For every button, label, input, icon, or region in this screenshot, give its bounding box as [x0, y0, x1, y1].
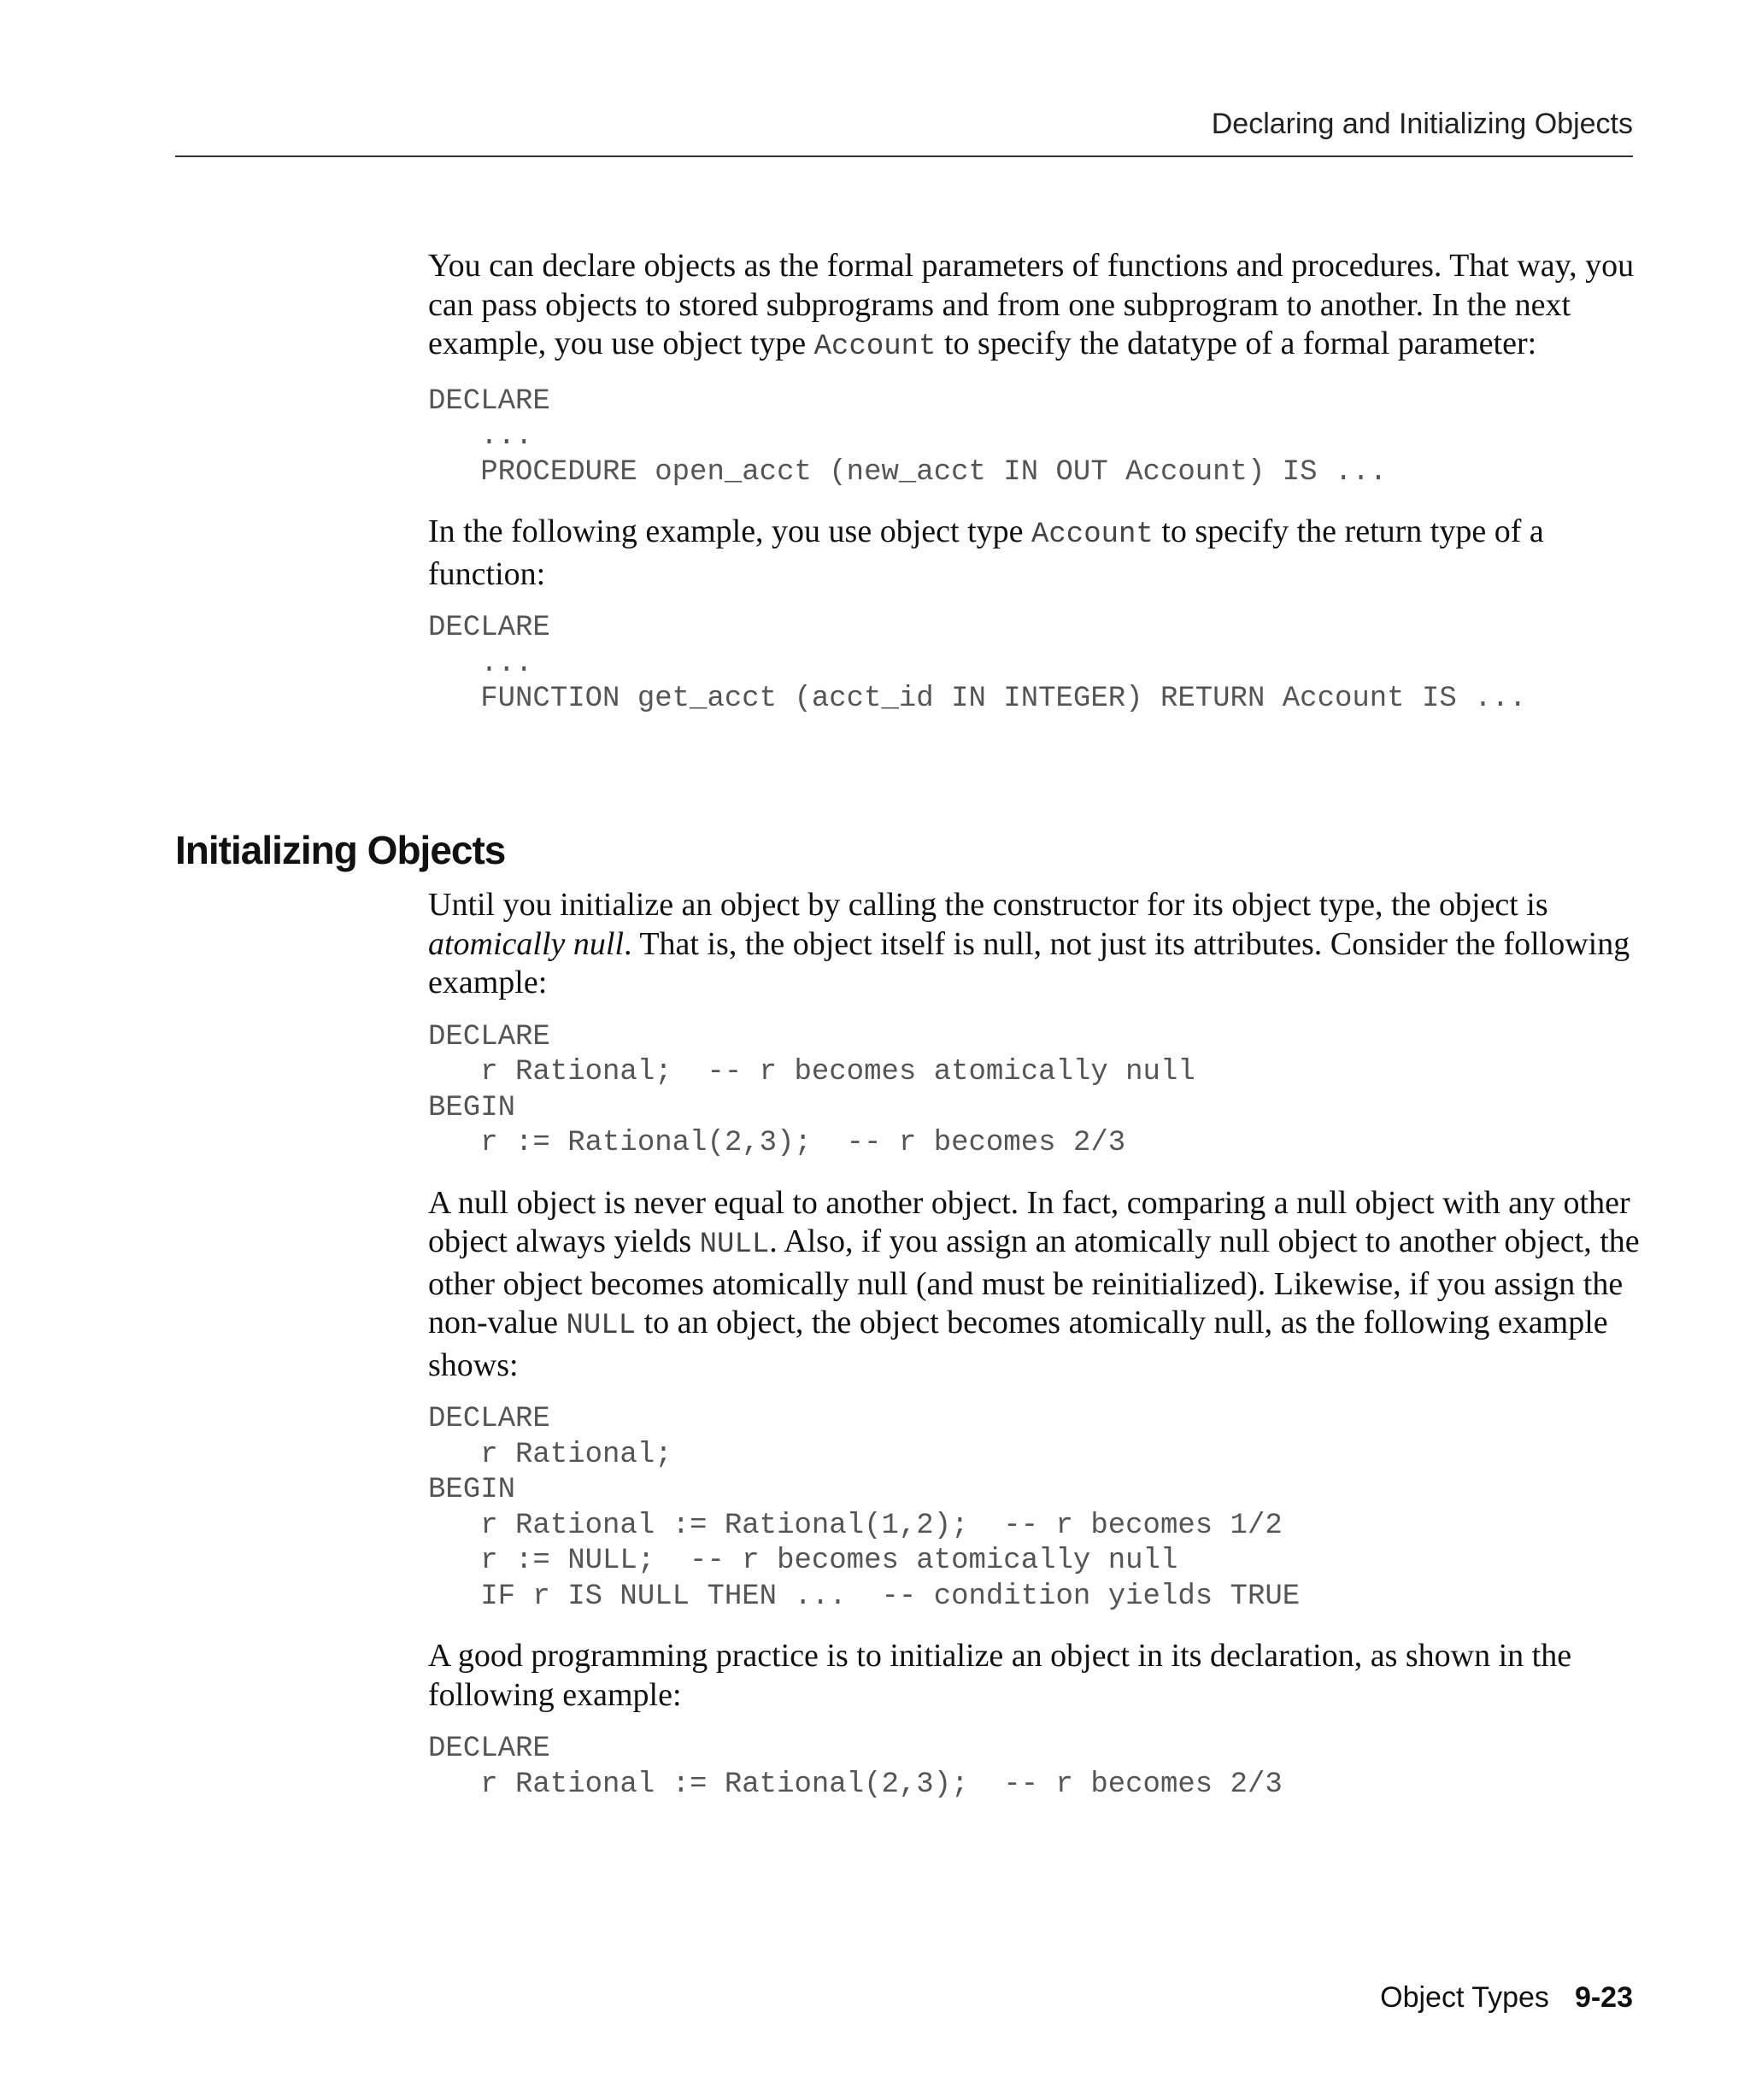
inline-code: NULL [566, 1310, 637, 1342]
running-header: Declaring and Initializing Objects [1211, 108, 1633, 140]
page-number: 9-23 [1574, 1981, 1633, 2014]
section-paragraph-3: A good programming practice is to initialize an object in its declaration, as shown in the following example: [428, 1638, 1572, 1713]
section-paragraph-2 [428, 1184, 1641, 1386]
text-run: to specify the return type of a function: [428, 513, 1544, 592]
text-run: A null object is never equal to another object. In fact, comparing a null object with any other object always yields [428, 1184, 1630, 1259]
header-rule [175, 155, 1633, 157]
intro-paragraph-1 [428, 247, 1641, 367]
emphasis-term: atomically null [428, 925, 625, 962]
inline-code: Account [1031, 519, 1154, 551]
section-heading: Initializing Objects [175, 828, 506, 872]
inline-code: NULL [699, 1229, 770, 1261]
intro-content [428, 247, 1641, 718]
text-run: Until you initialize an object by calling the constructor for its object type, the object is [428, 887, 1548, 923]
code-block-procedure: DECLARE ... PROCEDURE open_acct (new_acct IN OUT Account) IS ... [428, 384, 1388, 489]
text-run: . Also, if you assign an atomically null object to another object, the other object becomes atomically null (and must be reinitialized). Likewise, if you assign the non-value [428, 1223, 1640, 1340]
page-footer [0, 1980, 1633, 2015]
text-run: . That is, the object itself is null, not just its attributes. Consider the following example: [428, 925, 1630, 1000]
code-block-init-declaration: DECLARE r Rational := Rational(2,3); -- r becomes 2/3 [428, 1733, 1283, 1801]
section-paragraph-1 [428, 886, 1641, 1003]
code-block-null-assign: DECLARE r Rational; BEGIN r Rational := Rational(1,2); -- r becomes 1/2 r := NULL; -- r becomes atomically null IF r IS NULL THEN ... -- condition yields TRUE [428, 1403, 1301, 1613]
code-block-atomic-null: DECLARE r Rational; -- r becomes atomically null BEGIN r := Rational(2,3); -- r becomes 2/3 [428, 1020, 1195, 1159]
text-run: In the following example, you use object type [428, 513, 1031, 549]
code-block-function: DECLARE ... FUNCTION get_acct (acct_id IN INTEGER) RETURN Account IS ... [428, 612, 1527, 715]
text-run: to specify the datatype of a formal parameter: [936, 326, 1537, 361]
intro-paragraph-2 [428, 513, 1641, 594]
text-run: You can declare objects as the formal parameters of functions and procedures. That way, you can pass objects to stored subprograms and from one subprogram to another. In the next example, you use object type [428, 248, 1635, 361]
text-run: to an object, the object becomes atomically null, as the following example shows: [428, 1305, 1608, 1383]
footer-chapter: Object Types [1380, 1981, 1549, 2014]
inline-code: Account [813, 331, 937, 363]
section-content [428, 886, 1641, 1803]
